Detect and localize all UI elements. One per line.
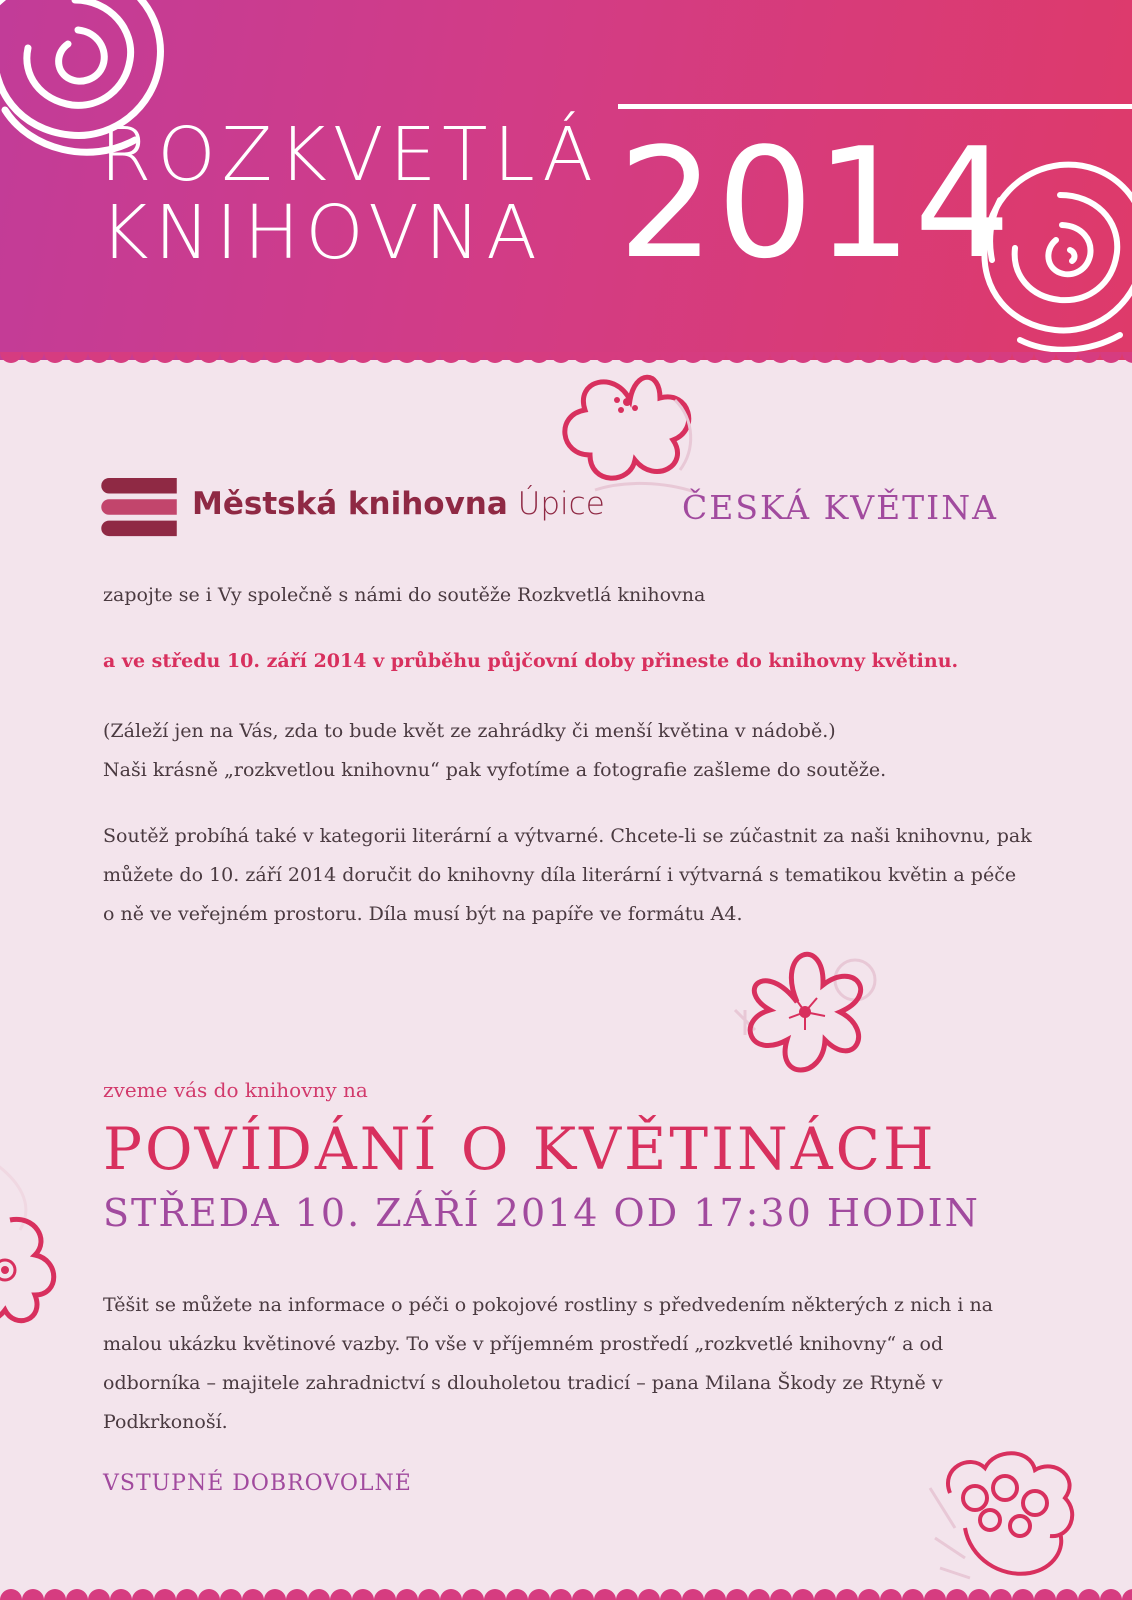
event-datetime: STŘEDA 10. ZÁŘÍ 2014 OD 17:30 HODIN (103, 1191, 980, 1235)
year-rule (618, 104, 1132, 109)
footer-scallop-edge (0, 1582, 1132, 1600)
library-name-town: Úpice (517, 486, 605, 522)
event-description: Těšit se můžete na informace o péči o pokojové rostliny s předvedením některých z nich i na malou ukázku květinové vazby. To vše v příjemném prostředí „rozkvetlé knihovny“ a od odborníka – majitele zahradnictví s dlouholetou tradicí – pana Milana Škody ze Rtyně v Podkrkonoší. (103, 1294, 994, 1433)
library-name (192, 486, 605, 522)
paragraph-highlight: a ve středu 10. září 2014 v průběhu půjčovní doby přineste do knihovny květinu. (103, 650, 959, 672)
event-intro: zveme vás do knihovny na (103, 1078, 368, 1102)
paragraph-note-1: (Záleží jen na Vás, zda to bude květ ze zahrádky či menší květina v nádobě.) (103, 720, 836, 742)
library-name-bold: Městská knihovna (192, 486, 508, 522)
paragraph-note-2: Naši krásně „rozkvetlou knihovnu“ pak vyfotíme a fotografie zašleme do soutěže. (103, 759, 887, 781)
header-banner (0, 0, 1132, 360)
title-line-1: ROZKVETLÁ (100, 112, 600, 198)
admission: VSTUPNÉ DOBROVOLNÉ (103, 1471, 412, 1496)
title-line-2: KNIHOVNA (100, 190, 543, 276)
event-title: POVÍDÁNÍ O KVĚTINÁCH (103, 1115, 937, 1183)
flower-icon (0, 1160, 70, 1350)
flower-icon (920, 1448, 1090, 1593)
partner-name: ČESKÁ KVĚTINA (682, 488, 998, 527)
flower-icon (705, 940, 905, 1090)
book-stack-logo-icon (100, 478, 180, 538)
flower-icon (555, 360, 715, 500)
paragraph-intro: zapojte se i Vy společně s námi do soutěže Rozkvetlá knihovna (103, 584, 706, 606)
paragraph-competition: Soutěž probíhá také v kategorii literární a výtvarné. Chcete-li se zúčastnit za naši knihovnu, pak můžete do 10. září 2014 doručit do knihovny díla literární i výtvarná s tematikou květin a péče o ně ve veřejném prostoru. Díla musí být na papíře ve formátu A4. (103, 825, 1032, 925)
title-year: 2014 (618, 115, 1013, 292)
